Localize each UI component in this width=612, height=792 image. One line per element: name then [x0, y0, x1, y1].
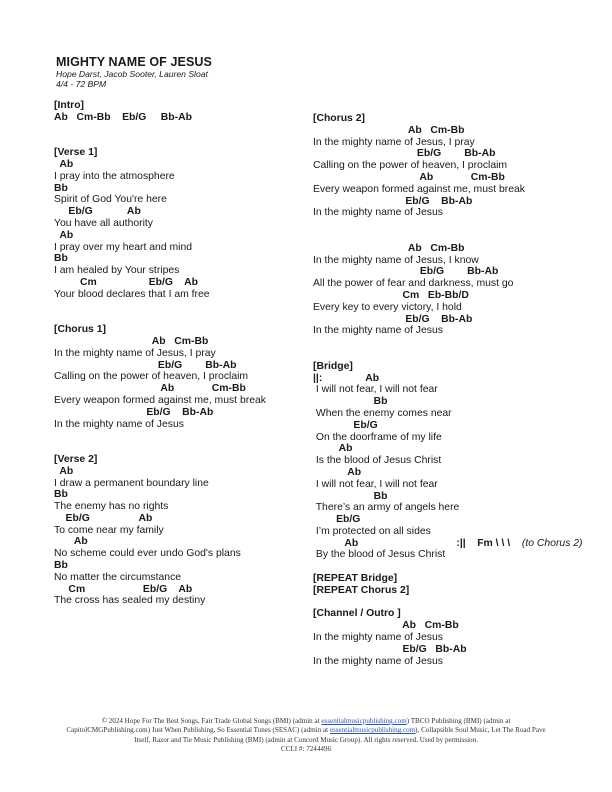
chord-line: ||: Ab — [313, 372, 380, 384]
verse-1-lines — [54, 159, 304, 301]
lyric-line: Every weapon formed against me, must break — [54, 394, 266, 406]
lyric-line: In the mighty name of Jesus — [313, 207, 443, 219]
chord-line: Ab — [313, 443, 353, 455]
chord-line: Cm Eb/G Ab — [54, 583, 193, 595]
copyright-text-2: ) TBCO Publishing (BMI) (admin at CapitolCMGPublishing.com) Just When Publishing, So Essential Tunes (SESAC) (admin at — [66, 717, 511, 735]
lyric-line: Every key to every victory, I hold — [313, 301, 462, 313]
right-column — [313, 113, 603, 667]
lyric-line: No matter the circumstance — [54, 571, 182, 583]
lyric-line: In the mighty name of Jesus — [313, 655, 443, 667]
chord-line: Bb — [313, 396, 388, 408]
chord-line: Eb/G Ab — [54, 512, 153, 524]
chord-line: Bb — [54, 182, 68, 194]
publisher-link-2[interactable]: essentialmusicpublishing.com — [329, 726, 416, 735]
lyric-line: I pray over my heart and mind — [54, 241, 193, 253]
lyric-line — [313, 231, 603, 243]
lyric-line: Calling on the power of heaven, I proclaim — [313, 160, 508, 172]
chord-line: Ab Cm-Bb — [313, 124, 465, 136]
lyric-line: I will not fear, I will not fear — [313, 384, 438, 396]
chord-line: Ab — [54, 536, 88, 548]
lyric-line: I am healed by Your stripes — [54, 265, 180, 277]
chord-line: Eb/G Bb-Ab — [313, 266, 499, 278]
section-header-verse-1: [Verse 1] — [54, 147, 98, 159]
bridge-lines — [313, 373, 603, 562]
lyric-line: To come near my family — [54, 524, 164, 536]
verse-2-lines — [54, 466, 304, 608]
lyric-line: I draw a permanent boundary line — [54, 477, 209, 489]
chord-line: Bb — [313, 490, 388, 502]
chord-line: Ab Cm-Bb — [313, 620, 459, 632]
lyric-line: You have all authority — [54, 217, 153, 229]
chord-line: Eb/G Bb-Ab — [313, 313, 473, 325]
chord-line: Ab :|| Fm \ \ \ (to Chorus 2) — [313, 537, 583, 549]
chord-line: Eb/G — [313, 419, 378, 431]
chord-line: Cm Eb/G Ab — [54, 276, 198, 288]
chord-line: Ab — [54, 465, 74, 477]
lyric-line: On the doorframe of my life — [313, 431, 442, 443]
chord-line: Ab Cm-Bb — [54, 335, 209, 347]
repeat-bridge-label: [REPEAT Bridge] — [313, 573, 398, 585]
left-column — [54, 100, 304, 607]
lyric-line: The enemy has no rights — [54, 501, 169, 513]
lyric-line: In the mighty name of Jesus — [313, 632, 443, 644]
chord-line — [313, 219, 603, 231]
section-header-outro: [Channel / Outro ] — [313, 608, 401, 620]
section-header-intro: [Intro] — [54, 100, 85, 111]
song-title: MIGHTY NAME OF JESUS — [56, 55, 212, 69]
ccli-number: CCLI #: 7244496 — [280, 744, 332, 753]
chorus-1-lines — [54, 336, 304, 430]
publisher-link-1[interactable]: essentialmusicpublishing.com — [321, 717, 407, 725]
outro-lines — [313, 620, 603, 667]
repeat-chorus-2-label: [REPEAT Chorus 2] — [313, 584, 410, 596]
lyric-line: In the mighty name of Jesus, I pray — [313, 136, 475, 148]
chord-line: Ab Cm-Bb — [313, 242, 465, 254]
lyric-line: I pray into the atmosphere — [54, 170, 175, 182]
lyric-line: In the mighty name of Jesus, I pray — [54, 347, 216, 359]
chord-line: Eb/G Bb-Ab — [54, 359, 237, 371]
chord-line: Eb/G Bb-Ab — [313, 148, 496, 160]
intro-chords: Ab Cm-Bb Eb/G Bb-Ab — [54, 111, 192, 123]
lyric-line: In the mighty name of Jesus — [313, 325, 443, 337]
chord-line: Bb — [54, 489, 68, 501]
lyric-line: By the blood of Jesus Christ — [313, 549, 446, 561]
chord-line: Ab Cm-Bb — [313, 171, 505, 183]
lyric-line: No scheme could ever undo God's plans — [54, 548, 241, 560]
section-header-verse-2: [Verse 2] — [54, 453, 98, 465]
lyric-line: Is the blood of Jesus Christ — [313, 455, 442, 467]
chord-line: Bb — [54, 253, 68, 265]
lyric-line: When the enemy comes near — [313, 407, 452, 419]
lyric-line: In the mighty name of Jesus, I know — [313, 254, 479, 266]
chord-line: Eb/G — [313, 514, 361, 526]
chord-line: Ab — [54, 229, 74, 241]
lyric-line: Calling on the power of heaven, I proclaim — [54, 371, 249, 383]
lyric-line: The cross has sealed my destiny — [54, 595, 206, 607]
lyric-line: There’s an army of angels here — [313, 502, 460, 514]
section-header-chorus-2: [Chorus 2] — [313, 113, 365, 124]
chord-line: Cm Eb-Bb/D — [313, 289, 469, 301]
section-header-chorus-1: [Chorus 1] — [54, 324, 106, 336]
lyric-line: Every weapon formed against me, must break — [313, 183, 525, 195]
lyric-line: All the power of fear and darkness, must go — [313, 278, 514, 290]
lyric-line: I’m protected on all sides — [313, 525, 431, 537]
lyric-line: Your blood declares that I am free — [54, 288, 210, 300]
chord-line: Ab Cm-Bb — [54, 383, 246, 395]
lyric-line: Spirit of God You're here — [54, 194, 167, 206]
chorus-2-lines — [313, 125, 603, 337]
chord-line: Eb/G Bb-Ab — [54, 406, 214, 418]
song-tempo: 4/4 - 72 BPM — [56, 79, 107, 89]
performance-note: (to Chorus 2) — [516, 537, 583, 549]
chord-line: Eb/G Ab — [54, 206, 141, 218]
chord-line: Eb/G Bb-Ab — [313, 643, 467, 655]
copyright-text-1: © 2024 Hope For The Best Songs, Fair Trade Global Songs (BMI) (admin at — [101, 717, 322, 725]
song-authors: Hope Darst, Jacob Sooter, Lauren Sloat — [56, 69, 208, 79]
copyright-text-3: ), Collapsible Soul Music, Let The Road Pave Itself, Razor and Tie Music Publishing (BMI) (admin at Concord Music Group). All rights reserved. Used by permission. — [134, 726, 546, 744]
lyric-line: I will not fear, I will not fear — [313, 478, 438, 490]
chord-line: Ab — [54, 158, 74, 170]
lyric-line: In the mighty name of Jesus — [54, 418, 184, 430]
chord-line: Eb/G Bb-Ab — [313, 195, 473, 207]
chord-line: Bb — [54, 560, 68, 572]
chord-line: Ab — [313, 466, 362, 478]
section-header-bridge: [Bridge] — [313, 360, 353, 372]
copyright-footer — [60, 717, 552, 754]
